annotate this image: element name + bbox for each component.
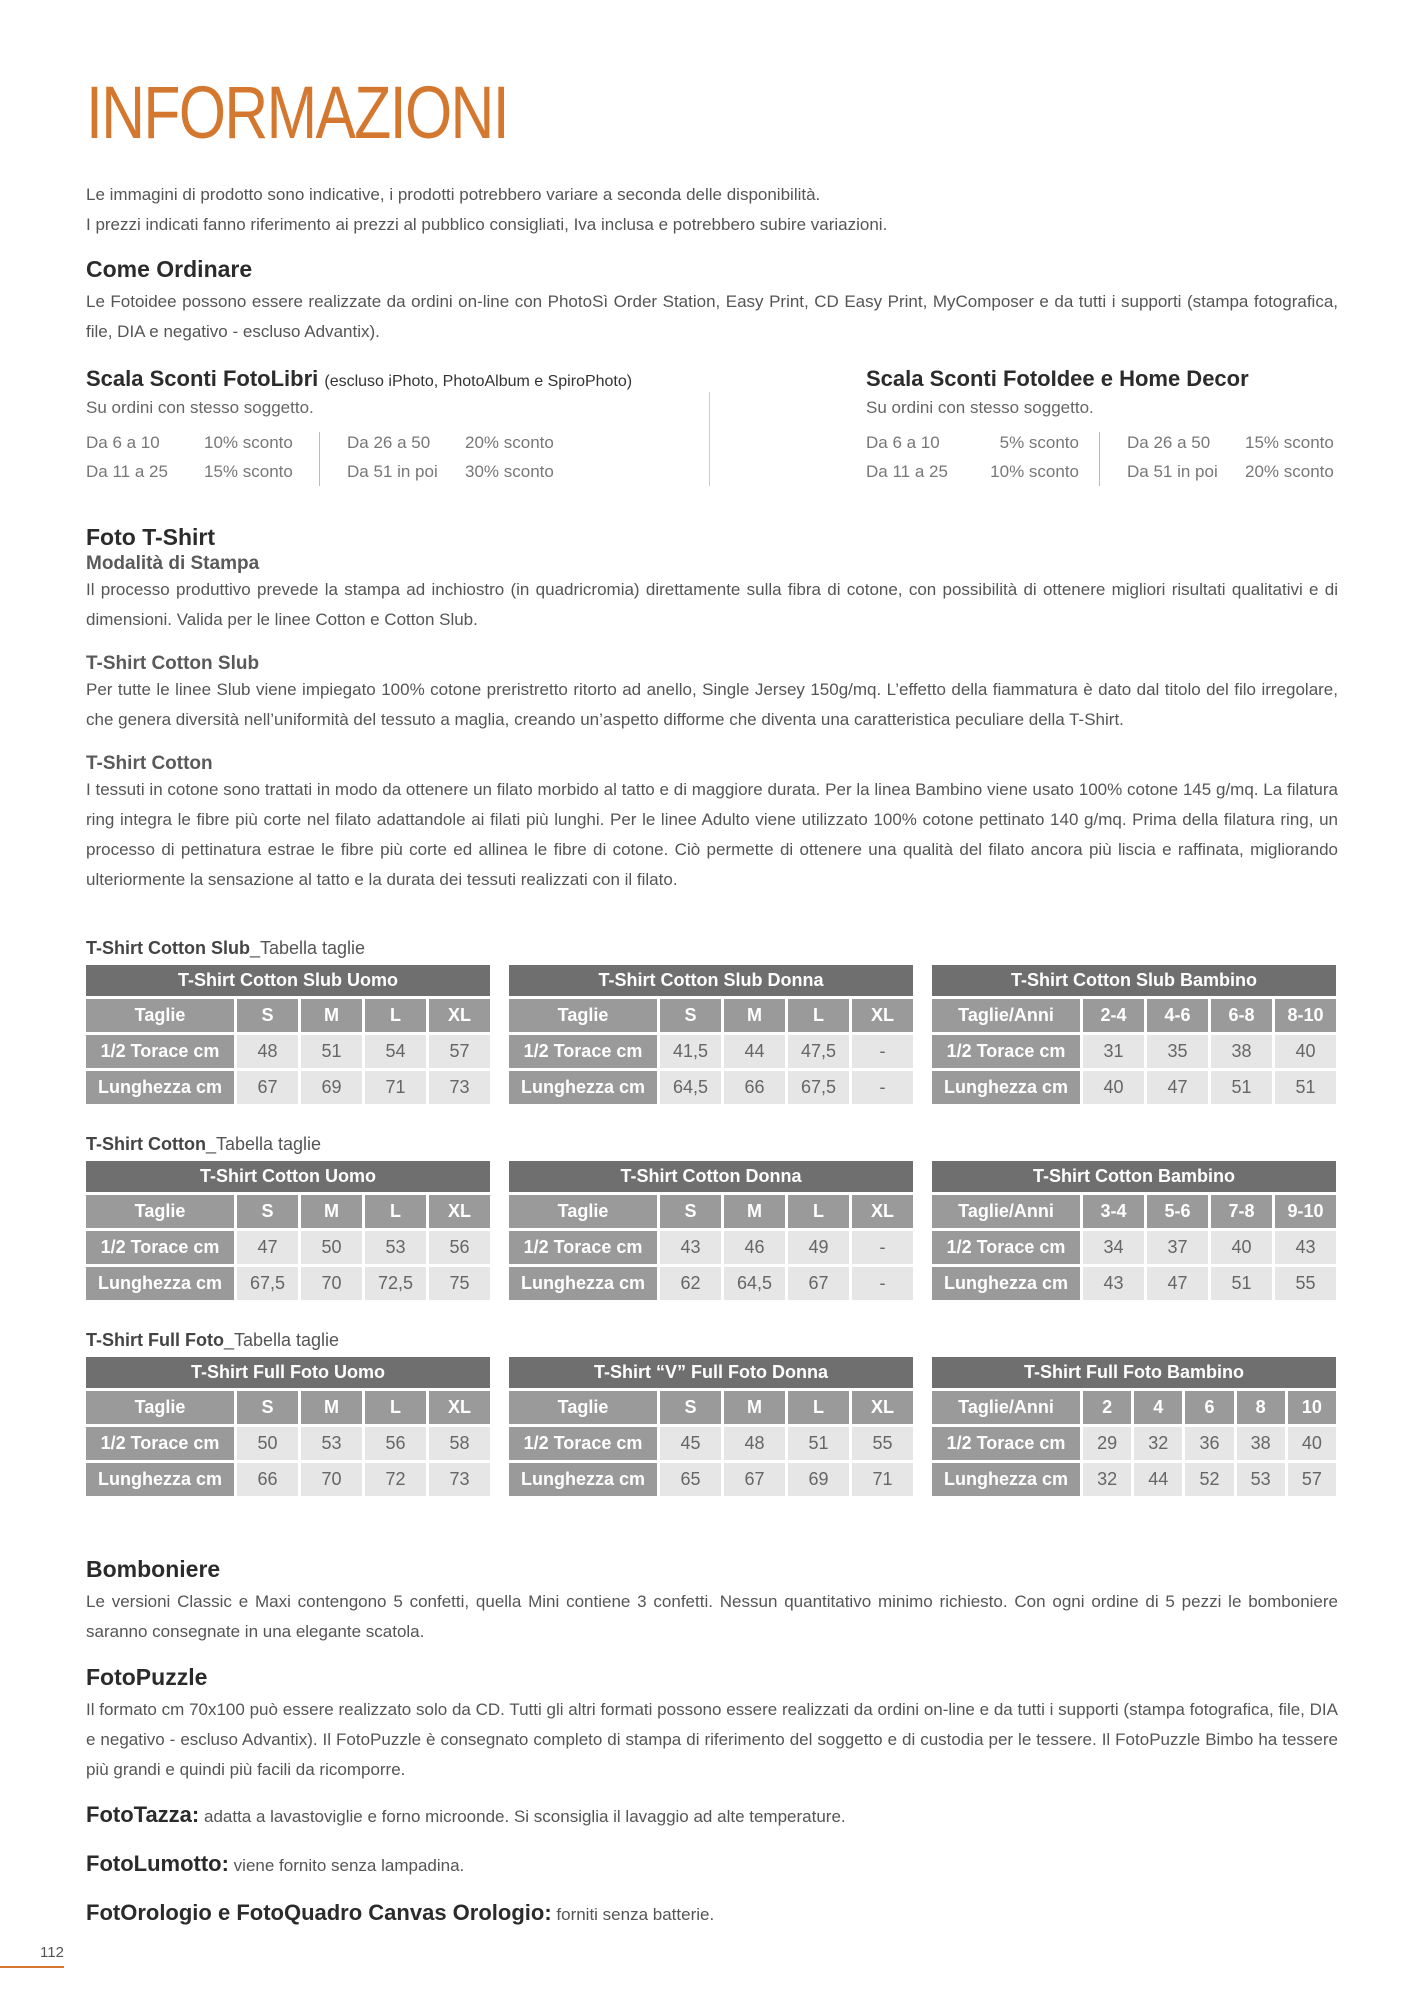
size-table-cell: 38 <box>1237 1427 1285 1460</box>
size-table <box>929 1354 1339 1499</box>
tazza-label: FotoTazza: <box>86 1802 200 1827</box>
cotton-heading: T-Shirt Cotton <box>86 753 213 774</box>
size-table-row-label: Lunghezza cm <box>86 1071 234 1104</box>
size-table-cell: 41,5 <box>660 1035 721 1068</box>
size-table-cell: 48 <box>237 1035 298 1068</box>
size-table-cell: 32 <box>1134 1427 1182 1460</box>
size-table-header-row <box>932 999 1336 1032</box>
scale-range: Da 51 in poi <box>347 462 438 481</box>
size-table-cell: 47 <box>237 1231 298 1264</box>
size-table-header-cell: Taglie <box>509 1195 657 1228</box>
table-group-label-bold: T-Shirt Cotton Slub <box>86 938 250 958</box>
size-table-row <box>86 1035 490 1068</box>
puzzle-heading: FotoPuzzle <box>86 1664 208 1690</box>
size-table-header-cell: S <box>660 999 721 1032</box>
size-table-cell: 62 <box>660 1267 721 1300</box>
size-table-header-cell: Taglie/Anni <box>932 999 1080 1032</box>
bomboniere-text: Le versioni Classic e Maxi contengono 5 confetti, quella Mini contiene 3 confetti. Nessun quantitativo minimo richiesto. Con ogni ordine di 5 pezzi le bomboniere saranno consegnate in una elegante scatola. <box>86 1592 1338 1641</box>
size-table-row <box>86 1231 490 1264</box>
puzzle-section <box>86 1664 1338 1785</box>
size-table <box>83 962 493 1107</box>
size-table-header-cell: XL <box>852 999 913 1032</box>
size-table-cell: 29 <box>1083 1427 1131 1460</box>
size-table-cell: 43 <box>1275 1231 1336 1264</box>
scale-col <box>1127 428 1218 486</box>
scale-col <box>465 428 554 486</box>
table-group-label-rest: _Tabella taglie <box>223 1330 340 1350</box>
size-table-cell: 70 <box>301 1463 362 1496</box>
puzzle-text: Il formato cm 70x100 può essere realizzato solo da CD. Tutti gli altri formati possono essere realizzati da ordini on-line e da tutti i supporti (stampa fotografica, file, DIA e negativo - escluso Advantix). Il FotoPuzzle è consegnato completo di stampa di riferimento del soggetto e di custodia per le tessere. Il FotoPuzzle Bimbo ha tessere più grandi e quindi più facili da ricomporre. <box>86 1700 1338 1779</box>
size-table-cell: 37 <box>1147 1231 1208 1264</box>
size-table-cell: 45 <box>660 1427 721 1460</box>
size-table-cell: 51 <box>1275 1071 1336 1104</box>
size-table-cell: 50 <box>301 1231 362 1264</box>
size-table-cell: 52 <box>1185 1463 1233 1496</box>
size-table-header-cell: Taglie <box>86 1195 234 1228</box>
slub-heading: T-Shirt Cotton Slub <box>86 653 260 674</box>
table-group-label-bold: T-Shirt Cotton <box>86 1134 206 1154</box>
size-table-row-label: 1/2 Torace cm <box>932 1427 1080 1460</box>
tazza-text: adatta a lavastoviglie e forno microonde. Si sconsiglia il lavaggio ad alte temperature. <box>203 1807 846 1826</box>
size-table-header-cell: 9-10 <box>1275 1195 1336 1228</box>
size-table-header-cell: L <box>365 1391 426 1424</box>
orologio-line <box>86 1900 714 1926</box>
size-table-row <box>509 1463 913 1496</box>
scale-col <box>1245 428 1334 486</box>
size-table-cell: 40 <box>1211 1231 1272 1264</box>
scale-col <box>204 428 293 486</box>
size-table-header-cell: Taglie/Anni <box>932 1391 1080 1424</box>
size-table <box>506 962 916 1107</box>
size-table-row <box>509 1231 913 1264</box>
size-table-cell: 67 <box>237 1071 298 1104</box>
size-table-cell: 67,5 <box>237 1267 298 1300</box>
scale-col <box>866 428 948 486</box>
size-table-cell: - <box>852 1071 913 1104</box>
size-table-cell: 47 <box>1147 1071 1208 1104</box>
size-table-header-row <box>86 1195 490 1228</box>
size-table-cell: 51 <box>1211 1267 1272 1300</box>
table-group-label <box>86 1330 339 1351</box>
size-table-header-row <box>86 1391 490 1424</box>
size-table-row <box>86 1463 490 1496</box>
lumotto-text: viene fornito senza lampadina. <box>233 1856 465 1875</box>
size-table-header-cell: S <box>660 1195 721 1228</box>
size-table-cell: 58 <box>429 1427 490 1460</box>
size-table-cell: 72 <box>365 1463 426 1496</box>
size-table-header-cell: 5-6 <box>1147 1195 1208 1228</box>
size-table-cell: 31 <box>1083 1035 1144 1068</box>
size-table-header-cell: Taglie/Anni <box>932 1195 1080 1228</box>
size-table-row <box>932 1231 1336 1264</box>
size-table-title: T-Shirt Cotton Slub Donna <box>509 965 913 996</box>
page-title: INFORMAZIONI <box>86 71 508 154</box>
size-table-cell: 67 <box>788 1267 849 1300</box>
size-table-cell: 57 <box>429 1035 490 1068</box>
size-table-header-cell: M <box>301 1195 362 1228</box>
size-table-header-cell: 2-4 <box>1083 999 1144 1032</box>
size-table-cell: 47 <box>1147 1267 1208 1300</box>
print-text: Il processo produttivo prevede la stampa ad inchiostro (in quadricromia) direttamente sulla fibra di cotone, con possibilità di ottenere migliori risultati qualitativi e di dimensioni. Valida per le linee Cotton e Cotton Slub. <box>86 580 1338 629</box>
scale-fotolibri-grid <box>86 428 646 492</box>
bomboniere-section <box>86 1556 1338 1647</box>
page-number: 112 <box>40 1944 64 1961</box>
size-table-header-cell: 6 <box>1185 1391 1233 1424</box>
scale-discount: 30% sconto <box>465 462 554 481</box>
scale-fotolibri-title-main: Scala Sconti FotoLibri <box>86 366 319 391</box>
intro-line: I prezzi indicati fanno riferimento ai prezzi al pubblico consigliati, Iva inclusa e potrebbero subire variazioni. <box>86 215 888 234</box>
scale-fotolibri-title-note: (escluso iPhoto, PhotoAlbum e SpiroPhoto) <box>324 373 633 390</box>
ordering-section <box>86 256 1338 347</box>
size-table-row <box>932 1035 1336 1068</box>
size-table-row <box>86 1267 490 1300</box>
size-table-cell: 47,5 <box>788 1035 849 1068</box>
size-table-cell: 53 <box>365 1231 426 1264</box>
tazza-line <box>86 1802 846 1828</box>
size-table-header-cell: 3-4 <box>1083 1195 1144 1228</box>
size-table-header-cell: M <box>724 1195 785 1228</box>
scale-range: Da 6 a 10 <box>86 433 160 452</box>
size-table-row <box>509 1035 913 1068</box>
size-table-cell: 40 <box>1083 1071 1144 1104</box>
size-table-header-cell: 8-10 <box>1275 999 1336 1032</box>
size-table-row-label: 1/2 Torace cm <box>932 1231 1080 1264</box>
size-table-title: T-Shirt Cotton Bambino <box>932 1161 1336 1192</box>
scale-col <box>347 428 438 486</box>
size-table-row-label: 1/2 Torace cm <box>86 1035 234 1068</box>
tshirt-heading: Foto T-Shirt <box>86 524 216 550</box>
size-table-title: T-Shirt Cotton Slub Uomo <box>86 965 490 996</box>
size-table-cell: 50 <box>237 1427 298 1460</box>
size-table-cell: 66 <box>237 1463 298 1496</box>
size-table-cell: - <box>852 1035 913 1068</box>
orologio-label: FotOrologio e FotoQuadro Canvas Orologio: <box>86 1900 552 1925</box>
size-table-header-cell: Taglie <box>86 999 234 1032</box>
size-table-header-cell: M <box>724 1391 785 1424</box>
size-table-row-label: 1/2 Torace cm <box>86 1427 234 1460</box>
table-group-label <box>86 1134 321 1155</box>
scale-fotoidee-grid <box>866 428 1414 492</box>
lumotto-label: FotoLumotto: <box>86 1851 229 1876</box>
scale-range: Da 11 a 25 <box>866 462 948 481</box>
orologio-text: forniti senza batterie. <box>556 1905 715 1924</box>
size-table-cell: 66 <box>724 1071 785 1104</box>
size-table-cell: 69 <box>788 1463 849 1496</box>
scale-fotolibri-title <box>86 366 646 392</box>
size-table <box>929 962 1339 1107</box>
size-table-row-label: Lunghezza cm <box>509 1071 657 1104</box>
size-table-title: T-Shirt Full Foto Bambino <box>932 1357 1336 1388</box>
scale-fotolibri-subtitle: Su ordini con stesso soggetto. <box>86 398 314 417</box>
size-table-cell: 71 <box>852 1463 913 1496</box>
size-table-header-cell: XL <box>429 1391 490 1424</box>
size-table-cell: 43 <box>1083 1267 1144 1300</box>
lumotto-line <box>86 1851 464 1877</box>
scales-divider <box>709 392 710 486</box>
size-table-row <box>86 1427 490 1460</box>
size-table-header-cell: 4-6 <box>1147 999 1208 1032</box>
size-table-row <box>509 1267 913 1300</box>
size-table-cell: 44 <box>724 1035 785 1068</box>
size-table-header-row <box>509 1391 913 1424</box>
scale-discount: 5% sconto <box>999 433 1079 452</box>
size-table-header-cell: M <box>301 999 362 1032</box>
size-table-cell: 53 <box>1237 1463 1285 1496</box>
size-table-cell: 69 <box>301 1071 362 1104</box>
size-table-row-label: Lunghezza cm <box>86 1267 234 1300</box>
size-table-row <box>932 1267 1336 1300</box>
scale-range: Da 11 a 25 <box>86 462 168 481</box>
scale-divider <box>319 432 320 486</box>
size-table-header-row <box>932 1195 1336 1228</box>
size-table-header-cell: XL <box>852 1391 913 1424</box>
size-table-row-label: Lunghezza cm <box>932 1267 1080 1300</box>
table-group-label-bold: T-Shirt Full Foto <box>86 1330 224 1350</box>
size-table <box>506 1158 916 1303</box>
size-table-header-cell: L <box>365 999 426 1032</box>
scale-range: Da 26 a 50 <box>1127 433 1211 452</box>
size-table-header-cell: XL <box>852 1195 913 1228</box>
size-table-row <box>932 1071 1336 1104</box>
scale-discount: 10% sconto <box>990 462 1079 481</box>
size-table-cell: - <box>852 1267 913 1300</box>
size-table-cell: 73 <box>429 1071 490 1104</box>
size-table-row-label: 1/2 Torace cm <box>932 1035 1080 1068</box>
scale-range: Da 26 a 50 <box>347 433 431 452</box>
size-table-title: T-Shirt Full Foto Uomo <box>86 1357 490 1388</box>
size-table-header-cell: Taglie <box>86 1391 234 1424</box>
size-table-cell: 56 <box>365 1427 426 1460</box>
page-number-rule <box>0 1966 64 1968</box>
size-table-header-cell: M <box>301 1391 362 1424</box>
size-table <box>83 1158 493 1303</box>
size-table-title: T-Shirt Cotton Uomo <box>86 1161 490 1192</box>
size-table-header-cell: 4 <box>1134 1391 1182 1424</box>
size-table-cell: 64,5 <box>724 1267 785 1300</box>
size-table-title: T-Shirt Cotton Slub Bambino <box>932 965 1336 996</box>
scale-fotoidee-subtitle: Su ordini con stesso soggetto. <box>866 398 1094 417</box>
size-table-cell: 64,5 <box>660 1071 721 1104</box>
size-table-row-label: Lunghezza cm <box>509 1463 657 1496</box>
size-table-cell: 43 <box>660 1231 721 1264</box>
size-table-header-cell: S <box>237 1391 298 1424</box>
slub-text: Per tutte le linee Slub viene impiegato 100% cotone preristretto ritorto ad anello, Single Jersey 150g/mq. L’effetto della fiammatura è dato dal titolo del filo irregolare, che genera diversità nell’uniformità del tessuto a maglia, creando un’aspetto difforme che diventa una caratteristica peculiare della T-Shirt. <box>86 680 1338 729</box>
table-group-label-rest: _Tabella taglie <box>249 938 366 958</box>
size-table-cell: 54 <box>365 1035 426 1068</box>
ordering-heading: Come Ordinare <box>86 256 253 282</box>
size-table <box>506 1354 916 1499</box>
scale-fotolibri <box>86 366 646 492</box>
size-table-row <box>86 1071 490 1104</box>
size-table-row <box>932 1427 1336 1460</box>
size-table-cell: 36 <box>1185 1427 1233 1460</box>
size-table-cell: 48 <box>724 1427 785 1460</box>
cotton-text: I tessuti in cotone sono trattati in modo da ottenere un filato morbido al tatto e di maggiore durata. Per la linea Bambino viene usato 100% cotone 145 g/mq. La filatura ring integra le fibre più corte nel filato adattandole ai filati più lunghi. Per le linee Adulto viene utilizzato 100% cotone pettinato 140 g/mq. Prima della filatura ring, un processo di pettinatura estrae le fibre più corte ed allinea le fibre di cotone. Ciò permette di ottenere una qualità del filato ancora più liscia e raffinata, migliorando ulteriormente la sensazione al tatto e la durata dei tessuti realizzati con il filato. <box>86 780 1338 889</box>
size-table-cell: 38 <box>1211 1035 1272 1068</box>
size-table-row-label: Lunghezza cm <box>86 1463 234 1496</box>
size-table-cell: 75 <box>429 1267 490 1300</box>
scale-range: Da 51 in poi <box>1127 462 1218 481</box>
size-table-row <box>509 1427 913 1460</box>
size-table-row-label: Lunghezza cm <box>932 1071 1080 1104</box>
size-table-cell: 51 <box>788 1427 849 1460</box>
size-table-row-label: 1/2 Torace cm <box>509 1231 657 1264</box>
size-table-cell: 55 <box>852 1427 913 1460</box>
size-table-title: T-Shirt “V” Full Foto Donna <box>509 1357 913 1388</box>
size-table-header-cell: L <box>788 999 849 1032</box>
scale-fotoidee <box>866 366 1414 492</box>
size-table-header-cell: 7-8 <box>1211 1195 1272 1228</box>
size-table-cell: 44 <box>1134 1463 1182 1496</box>
size-table-header-cell: S <box>237 1195 298 1228</box>
size-table-header-cell: L <box>788 1195 849 1228</box>
size-table-cell: 40 <box>1275 1035 1336 1068</box>
size-table-cell: 65 <box>660 1463 721 1496</box>
scale-col <box>984 428 1079 486</box>
size-table-header-cell: XL <box>429 999 490 1032</box>
size-table-row <box>509 1071 913 1104</box>
size-table-cell: 51 <box>301 1035 362 1068</box>
table-group-label-rest: _Tabella taglie <box>205 1134 322 1154</box>
size-table <box>83 1354 493 1499</box>
size-table-cell: 34 <box>1083 1231 1144 1264</box>
size-table-header-cell: S <box>237 999 298 1032</box>
size-table-cell: - <box>852 1231 913 1264</box>
size-table-cell: 67 <box>724 1463 785 1496</box>
table-group-label <box>86 938 365 959</box>
intro-line: Le immagini di prodotto sono indicative, i prodotti potrebbero variare a seconda delle disponibilità. <box>86 185 821 204</box>
size-table-header-row <box>932 1391 1336 1424</box>
tshirt-section <box>86 524 1338 895</box>
size-table-header-cell: 8 <box>1237 1391 1285 1424</box>
size-table-cell: 72,5 <box>365 1267 426 1300</box>
size-table-row-label: 1/2 Torace cm <box>86 1231 234 1264</box>
scale-fotoidee-title: Scala Sconti FotoIdee e Home Decor <box>866 366 1249 391</box>
size-table-row-label: 1/2 Torace cm <box>509 1035 657 1068</box>
size-table-row-label: Lunghezza cm <box>509 1267 657 1300</box>
intro <box>86 180 887 240</box>
size-table-cell: 32 <box>1083 1463 1131 1496</box>
scale-divider <box>1099 432 1100 486</box>
size-table-row-label: 1/2 Torace cm <box>509 1427 657 1460</box>
print-heading: Modalità di Stampa <box>86 553 260 574</box>
size-table-row <box>932 1463 1336 1496</box>
scale-discount: 15% sconto <box>204 462 293 481</box>
scale-col <box>86 428 168 486</box>
size-table-cell: 55 <box>1275 1267 1336 1300</box>
size-table-cell: 67,5 <box>788 1071 849 1104</box>
size-table-header-cell: Taglie <box>509 999 657 1032</box>
size-table-header-cell: Taglie <box>509 1391 657 1424</box>
size-table-header-cell: XL <box>429 1195 490 1228</box>
size-table-cell: 56 <box>429 1231 490 1264</box>
size-table-cell: 46 <box>724 1231 785 1264</box>
size-table-cell: 40 <box>1288 1427 1336 1460</box>
size-table-header-cell: 2 <box>1083 1391 1131 1424</box>
size-table-title: T-Shirt Cotton Donna <box>509 1161 913 1192</box>
size-table-cell: 70 <box>301 1267 362 1300</box>
size-table-cell: 57 <box>1288 1463 1336 1496</box>
size-table-header-cell: L <box>365 1195 426 1228</box>
size-table-header-row <box>509 999 913 1032</box>
size-table-header-cell: 10 <box>1288 1391 1336 1424</box>
bomboniere-heading: Bomboniere <box>86 1556 221 1582</box>
size-table-cell: 51 <box>1211 1071 1272 1104</box>
size-table-cell: 49 <box>788 1231 849 1264</box>
scale-range: Da 6 a 10 <box>866 433 940 452</box>
scale-discount: 20% sconto <box>465 433 554 452</box>
size-table-header-cell: M <box>724 999 785 1032</box>
scale-discount: 15% sconto <box>1245 433 1334 452</box>
ordering-text: Le Fotoidee possono essere realizzate da ordini on-line con PhotoSì Order Station, Easy Print, CD Easy Print, MyComposer e da tutti i supporti (stampa fotografica, file, DIA e negativo - escluso Advantix). <box>86 292 1338 341</box>
size-table-header-cell: 6-8 <box>1211 999 1272 1032</box>
scale-discount: 10% sconto <box>204 433 293 452</box>
size-table-cell: 53 <box>301 1427 362 1460</box>
size-table-row-label: Lunghezza cm <box>932 1463 1080 1496</box>
size-table-header-row <box>86 999 490 1032</box>
size-table-header-cell: S <box>660 1391 721 1424</box>
size-table-cell: 71 <box>365 1071 426 1104</box>
size-table <box>929 1158 1339 1303</box>
size-table-cell: 35 <box>1147 1035 1208 1068</box>
size-table-header-row <box>509 1195 913 1228</box>
scale-discount: 20% sconto <box>1245 462 1334 481</box>
size-table-header-cell: L <box>788 1391 849 1424</box>
size-table-cell: 73 <box>429 1463 490 1496</box>
